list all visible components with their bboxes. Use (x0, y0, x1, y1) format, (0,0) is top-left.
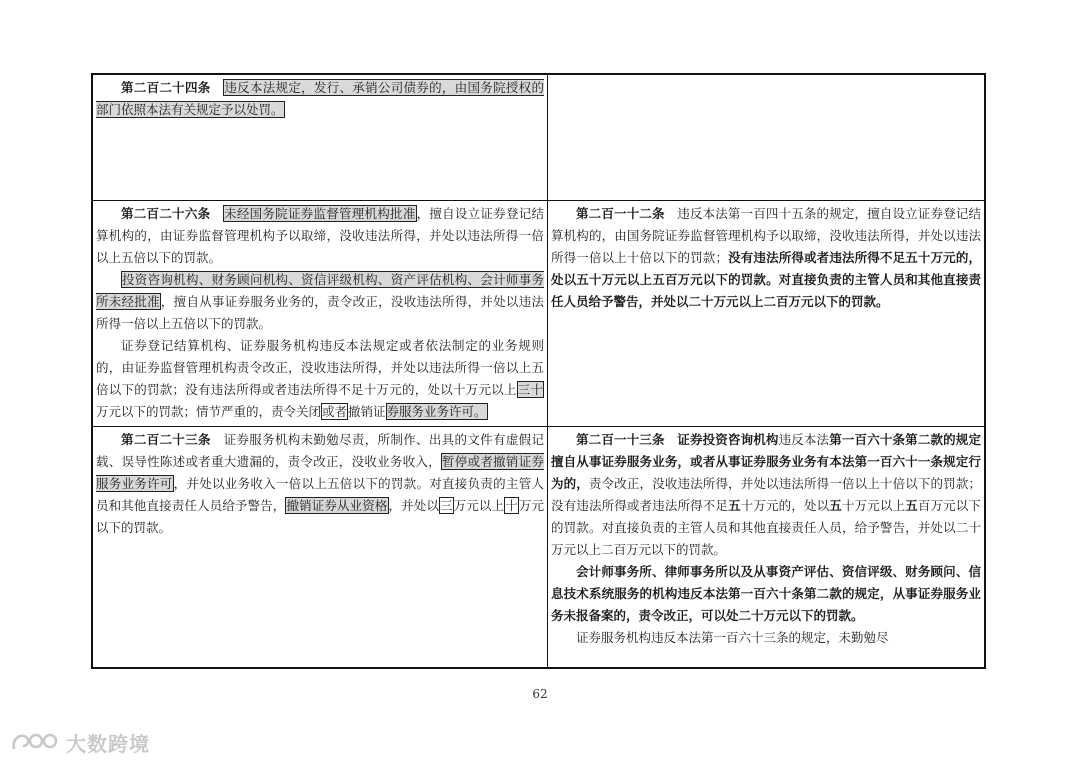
text-segment: 万元以下的罚款。 (96, 498, 544, 535)
text-segment: 证券投资咨询机构 (677, 432, 779, 447)
paragraph (551, 627, 981, 649)
text-segment: 万元以下的罚款；情节严重的，责令关闭 (96, 404, 322, 419)
text-segment: 违反本法规定，发行、承销公司债券的，由国务院授权的部门依照本法有关规定予以处罚。 (96, 80, 544, 117)
table-cell (93, 427, 548, 667)
text-segment: 十万元的，处以 (740, 498, 830, 513)
table-cell (93, 75, 548, 201)
text-segment: 违反本法第一百四十五条的规定，擅自设立证券登记结算机构的，由国务院证券监督管理机构予以取缔，没收违法所得，并处以违法所得一倍以上十倍以下的罚款； (551, 206, 981, 265)
paragraph (551, 429, 981, 561)
table-cell (548, 427, 984, 667)
watermark-text: 大数跨境 (66, 731, 150, 756)
text-segment: 十 (505, 498, 518, 513)
watermark (10, 728, 150, 756)
paragraph (96, 203, 544, 269)
table-cell (548, 75, 984, 201)
table-cell (548, 201, 984, 427)
text-segment: 证券服务机构违反本法第一百六十三条的规定，未勤勉尽 (576, 630, 889, 645)
text-segment: 五 (905, 498, 918, 513)
text-segment: 没有违法所得或者违法所得不足五十万元的，处以五十万元以上五百万元以下的罚款。对直接负责的主管人员和其他直接责任人员给予警告，并处以二十万元以上二百万元以下的罚款。 (551, 250, 981, 309)
article-number: 第二百一十二条 (576, 206, 665, 221)
text-segment: 五 (728, 498, 741, 513)
text-segment: 证券登记结算机构、证券服务机构违反本法规定或者依法制定的业务规则的，由证券监督管理机构责令改正，没收违法所得，并处以违法所得一倍以上五倍以下的罚款；没有违法所得或者违法所得不足十万元的，处以十万元以上 (96, 338, 544, 397)
text-segment: 撤销证券从业资格 (286, 498, 388, 513)
text-segment: 未经国务院证券监督管理机构批准 (224, 206, 416, 221)
text-segment: 百万元以下的罚款。对直接负责的主管人员和其他直接责任人员，给予警告，并处以二十万元以上二百万元以下的罚款。 (551, 498, 981, 557)
text-segment: 三 (440, 498, 453, 513)
text-segment: 撤销证 (348, 404, 386, 419)
text-segment: 证券服务机构未勤勉尽责，所制作、出具的文件有虚假记载、误导性陈述或者重大遗漏的，责令改正，没收业务收入， (96, 432, 544, 469)
text-segment: 第一百六十条第二款的规定擅自从事证券服务业务，或者从事证券服务业务有本法第一百六十一条规定行为的， (551, 432, 981, 491)
article-number: 第二百二十三条 (121, 432, 211, 447)
article-number: 第二百一十三条 (576, 432, 665, 447)
text-segment: 会计师事务所、律师事务所以及从事资产评估、资信评级、财务顾问、信息技术系统服务的机构违反本法第一百六十条第二款的规定，从事证券服务业务未报备案的，责令改正，可以处二十万元以下的罚款。 (551, 564, 981, 623)
text-segment: ，并处以 (388, 498, 440, 513)
text-segment: ，擅自设立证券登记结算机构的，由证券监督管理机构予以取缔，没收违法所得，并处以违法所得一倍以上五倍以下的罚款。 (96, 206, 544, 265)
paragraph (96, 429, 544, 539)
text-segment: 万元以上 (453, 498, 505, 513)
brand-logo-icon (10, 729, 62, 755)
paragraph (96, 269, 544, 335)
text-segment: 投资咨询机构、财务顾问机构、资信评级机构、资产评估机构、会计师事务所未经批准 (96, 272, 544, 309)
text-segment: 或者 (322, 404, 348, 419)
text-segment: 券服务业务许可。 (386, 404, 487, 419)
article-number: 第二百二十六条 (121, 206, 211, 221)
text-segment: 十万元以上 (841, 498, 906, 513)
article-number: 第二百二十四条 (121, 80, 211, 95)
paragraph (551, 203, 981, 313)
paragraph (96, 335, 544, 423)
text-segment: ，擅自从事证券服务业务的，责令改正，没收违法所得，并处以违法所得一倍以上五倍以下的罚款。 (96, 294, 544, 331)
paragraph (96, 77, 544, 121)
table-cell (93, 201, 548, 427)
text-segment: 五 (829, 498, 842, 513)
comparison-table (91, 73, 986, 669)
paragraph (551, 561, 981, 627)
text-segment: ，并处以业务收入一倍以上五倍以下的罚款。对直接负责的主管人员和其他直接责任人员给予警告， (96, 476, 544, 513)
text-segment: 责令改正，没收违法所得，并处以违法所得一倍以上十倍以下的罚款；没有违法所得或者违法所得不足 (551, 476, 981, 513)
text-segment: 三十 (517, 382, 543, 397)
page-number: 62 (532, 687, 548, 701)
text-segment: 违反本法 (778, 432, 830, 447)
text-segment: 暂停或者撤销证券服务业务许可 (96, 454, 544, 491)
